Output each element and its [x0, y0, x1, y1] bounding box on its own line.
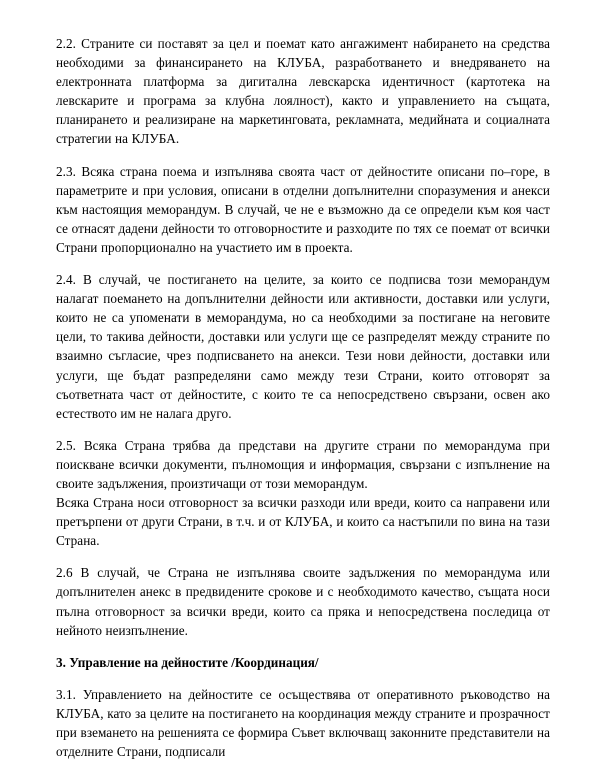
paragraph-2-5-continued: Всяка Страна носи отговорност за всички разходи или вреди, които са направени или претърпени от други Страни, в т.ч. и от КЛУБА, и които са настъпили по вина на тази Страна.: [56, 495, 550, 549]
paragraph-2-4: 2.4. В случай, че постигането на целите, за които се подписва този меморандум налагат поемането на допълнителни дейности или активности, доставки или услуги, които не са упоменати в меморандума, но са необходими за постигане на неговите цели, то такива дейности, доставки или услуги ще се разпределят между страните по взаимно съгласие, чрез подписването на анекси. Тези нови дейности, доставки или услуги, ще бъдат разпределяни само между тези Страни, които отговорят за съответната част от дейностите, с които те са непосредствено свързани, освен ако естеството им не налага друго.: [56, 272, 550, 421]
paragraph-2-6: 2.6 В случай, че Страна не изпълнява своите задължения по меморандума или допълнителен анекс в предвидените срокове и с необходимото качество, същата носи пълна отговорност за всички вреди, които са пряка и непосредствена последица от нейното неизпълнение.: [56, 565, 550, 638]
paragraph-2-5: 2.5. Всяка Страна трябва да представи на другите страни по меморандума при поискване всички документи, пълномощия и информация, свързани с изпълнение на своите задължения, произтичащи от този меморандум.: [56, 437, 550, 491]
paragraph-2-2: 2.2. Страните си поставят за цел и поемат като ангажимент набирането на средства необходими за финансирането на КЛУБА, разработването и внедряването на електронната платформа за дигитална левскарска идентичност (картотека на левскарите и програма за клубна лоялност), както и управлението на същата, планирането и реализиране на маркетинговата, рекламната, медийната и социалната стратегии на КЛУБА.: [56, 36, 550, 147]
section-heading-3: 3. Управление на дейностите /Координация/: [56, 654, 319, 670]
paragraph-2-3: 2.3. Всяка страна поема и изпълнява своята част от дейностите описани по–горе, в параметрите и при условия, описани в отделни допълнителни споразумения и анекси към настоящия меморандум. В случай, че не е възможно да се определи към коя част се отнасят дадени дейности то отговорностите и разходите по тях се поемат от всички Страни пропорционално на участието им в проекта.: [56, 163, 550, 255]
paragraph-3-1: 3.1. Управлението на дейностите се осъществява от оперативното ръководство на КЛУБА, като за целите на постигането на координация между страните и прозрачност при вземането на решенията се формира Съвет включващ законните представители на отделните Страни, подписали: [56, 686, 550, 760]
